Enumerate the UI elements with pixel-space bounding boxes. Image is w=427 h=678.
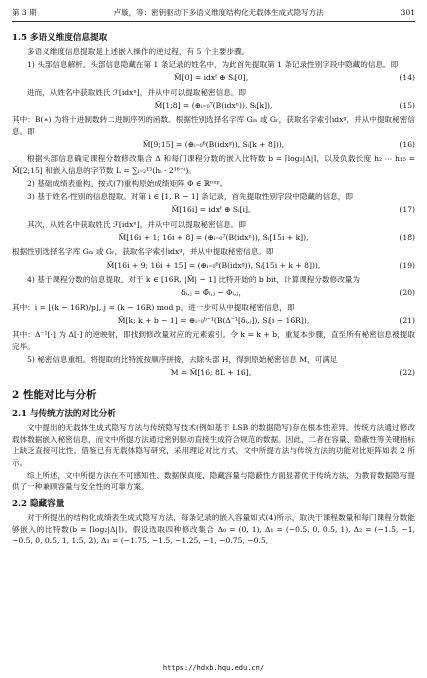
section-heading-1-5: 1.5 多语义维度信息提取 [12,33,108,43]
paragraph-step4: 4) 基于课程分数的信息提取。对于 k ∈ [16R, |M̃| − 1] 比特开始的 b bit，计算课程分数修改量为 [27,275,360,285]
paragraph-after-16: 根据头部信息确定课程分数修改集合 Δ 和每门课程分数的嵌入比特数 b = ⌈log₂|Δ|⌉，以及负载长度 h₂ ⋯ h₁₅ = M̃[2;15] 和嵌入信息的字节数 L = ∑ᵢ₌₂¹⁵(hᵢ · 2¹⁶⁻ⁱ)。 [12,154,415,176]
paragraph-step5: 5) 秘密信息重组。将提取的比特流按顺序拼接，去除头部 H，得到原始秘密信息 M，可满足 [27,354,338,364]
equation-body: δᵢ,ⱼ = Φ̃ᵢ,ⱼ − Φᵢ,ⱼ， [181,288,246,298]
footer-url: https://hdxb.hqu.edu.cn/ [162,664,265,672]
section-heading-2-1: 2.1 与传统方法的对比分析 [12,409,116,419]
equation-number: (19) [399,260,415,270]
issue-number: 第 3 期 [12,7,37,17]
paragraph-summary: 综上所述，文中所提方法在不可感知性、数据保真度、隐藏容量与隐蔽性方面显著优于传统方法，为教育数据隐写提供了一种兼顾容量与安全性的可靠方案。 [12,470,415,492]
paragraph-after-15: 其中：B(∗) 为将十进制数转二进制序列的函数。根据性别选择名字库 Gₘ 或 Gᵣ，获取名字索引idxᵍ，并从中提取秘密信息。即 [12,115,415,136]
paragraph-after-21: 其中：Δ⁻¹[·] 为 Δ[·] 的逆映射，即找到修改量对应的元素索引。令 k = k + b，重复本步骤，直至所有秘密信息被提取完毕。 [12,330,415,351]
section-heading-2-2: 2.2 隐藏容量 [12,499,65,510]
equation-number: (21) [399,315,415,325]
equation-body: M̃[16i] = idxᶠ ⊕ Sᵢ[i]。 [171,205,256,215]
equation-number: (14) [399,73,415,83]
paragraph-step2: 2) 基础成绩表重构。按式(7)重构原始成绩矩阵 Φ ∈ ℝⁿˣᵖ。 [27,179,228,189]
equation-22 [12,367,415,379]
section-heading-2: 2 性能对比与分析 [12,389,97,401]
paragraph-after-18: 根据性别选择名字库 Gₘ 或 Gᵣ，获取名字索引idxᵍ，并从中提取秘密信息。即 [12,247,274,257]
article-body [12,27,415,548]
paragraph-step1: 1) 头部信息解析。头部信息隐藏在第 1 条记录的姓名中，为此首先提取第 1 条记录性别字段中隐藏的信息。即 [27,60,399,70]
equation-number: (17) [399,205,415,215]
equation-body: M̃[16i + 9; 16i + 15] = (⊕ᵢ₌₀⁶(B(idxᵍ)), Sᵢ[15i + k + 8])), [106,260,321,270]
running-title: 卢璇，等：密钥驱动下多语义维度结构化无载体生成式隐写方法 [113,7,324,17]
equation-21 [12,315,415,327]
paragraph-step3: 3) 基于姓名-性别的信息提取。对第 i ∈ [1, R − 1] 条记录，首先提取性别字段中隐藏的信息，即 [27,192,353,202]
equation-19 [12,260,415,272]
equation-15 [12,100,415,112]
paragraph-capacity: 对于所提出的结构化成绩表生成式隐写方法，每条记录的嵌入容量如式(4)所示，取决于课程数量和每门课程分数能够嵌入的比特数(b = ⌈log₂|Δ|⌉)。假设选取四种修改集合 Δ₀ = (0, 1), Δ₁ = (−0.5, 0, 0.5, 1), Δ₂ = (−1.5, −1, −0.5, 0, 0.5, 1, 1.5, 2), Δ₃ = (−1.75, −1.5, −1.25, −1, −0.75, −0.5, [12,513,415,546]
equation-14 [12,72,415,84]
equation-number: (18) [399,232,415,242]
paragraph-after-17: 其次，从姓名中获取姓氏 ℱ[idxⁿ]，并从中可以提取秘密信息。即 [27,219,247,229]
page-number: 301 [400,7,415,17]
running-header [12,5,415,19]
equation-number: (15) [399,100,415,110]
equation-number: (16) [399,139,415,149]
equation-body: M̃[k; k + b − 1] = ⊕ᵢ₌₀ᵇ⁻¹(B(Δ⁻¹[δᵢ,ⱼ]), Sᵢ[i − 16R]), [117,315,310,325]
equation-20 [12,287,415,299]
equation-body: M = M̃[16; 8L + 16]。 [170,368,257,377]
paragraph-comparison: 文中提出的无载体生成式隐写方法与传统隐写技术(例如基于 LSB 的数据隐写)存在根本性差异。传统方法通过修改载体数据嵌入秘密信息，而文中所提方法通过密钥驱动直接生成符合规范的数据。因此，二者在容量、隐蔽性等关键指标上缺乏直接可比性。借鉴已有无载体隐写研究，采用理论对比方式，文中所提方法与传统方法的功能对比矩阵如表 2 所示。 [12,423,415,467]
paragraph-after-14: 进而，从姓名中获取姓氏 ℱ[idxⁿ]，并从中可以提取秘密信息。即 [27,87,247,97]
equation-number: (22) [399,368,415,377]
header-rule [12,21,415,22]
paragraph-after-20: 其中：i = ⌊(k − 16R)/p⌋, j = (k − 16R) mod p。进一步可从中提取秘密信息，即 [12,302,295,312]
equation-body: M̃[16i + 1; 16i + 8] = (⊕ᵢ₌₀⁷(B(idxⁿ)), Sᵢ[15i + k]), [118,232,309,242]
equation-18 [12,232,415,244]
equation-body: M̃[0] = idxᶠ ⊕ Sᵢ[0]。 [173,73,254,83]
equation-16 [12,139,415,151]
equation-17 [12,204,415,216]
paragraph-intro: 多语义维度信息提取是上述嵌入操作的逆过程，有 5 个主要步骤。 [27,47,250,56]
equation-number: (20) [399,288,415,298]
equation-body: M̃[9;15] = (⊕ᵢ₌₀⁶(B(idxᵍ)), Sᵢ[k + 8])), [142,139,285,149]
equation-body: M̃[1;8] = (⊕ᵢ₌₀⁷(B(idxⁿ)), Sᵢ[k]), [154,100,273,110]
